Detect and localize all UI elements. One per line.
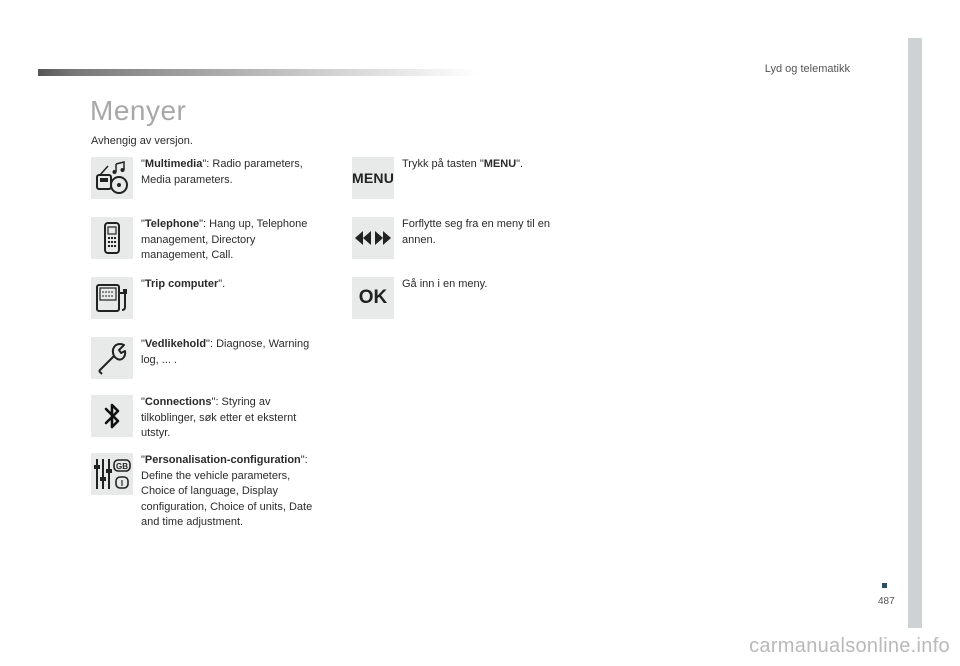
bluetooth-icon xyxy=(91,395,133,437)
menu-item-text: "Trip computer". xyxy=(141,278,226,290)
menu-item-name: Telephone xyxy=(144,218,200,230)
page-number: 487 xyxy=(878,596,895,607)
page-title: Menyer xyxy=(90,95,187,126)
menu-item-personalisation xyxy=(91,453,323,531)
menu-item-text: "Multimedia": Radio parameters, Media parameters. xyxy=(141,158,303,186)
menu-item-description: . xyxy=(222,278,226,290)
page-subtitle: Avhengig av versjon. xyxy=(91,135,193,147)
menu-item-name: Trip computer xyxy=(144,278,219,290)
control-ok xyxy=(352,277,562,319)
menu-item-telephone xyxy=(91,217,323,264)
menu-item-text: "Telephone": Hang up, Telephone management, Directory management, Call. xyxy=(141,218,308,261)
arrows-icon xyxy=(352,217,394,259)
ok-button-icon xyxy=(352,277,394,319)
control-arrows xyxy=(352,217,562,259)
control-key-name: MENU xyxy=(483,158,517,170)
control-menu xyxy=(352,157,562,199)
menu-item-description: : Styring av tilkoblinger, søk etter et eksternt utstyr. xyxy=(141,396,297,439)
menu-item-vedlikehold xyxy=(91,337,323,379)
side-tab xyxy=(908,38,922,628)
menu-button-icon xyxy=(352,157,394,199)
menu-item-text: "Personalisation-configuration": Define the vehicle parameters, Choice of language, Display configuration, Choice of units, Date and time adjustment. xyxy=(141,454,313,528)
menu-item-connections xyxy=(91,395,323,442)
menu-item-description: : Radio parameters, Media parameters. xyxy=(141,158,303,186)
menu-item-description: : Define the vehicle parameters, Choice of language, Display configuration, Choice of units, Date and time adjustment. xyxy=(141,454,313,528)
header-gradient-bar xyxy=(38,69,478,76)
page-marker xyxy=(882,583,887,588)
control-text-after: ". xyxy=(516,158,524,170)
settings-sliders-icon xyxy=(91,453,133,495)
section-title: Lyd og telematikk xyxy=(764,63,850,75)
watermark: carmanualsonline.info xyxy=(749,635,950,657)
menu-item-name: Vedlikehold xyxy=(144,338,207,350)
language-i-label: I xyxy=(120,479,124,488)
telephone-icon xyxy=(91,217,133,259)
multimedia-icon xyxy=(91,157,133,199)
menu-item-name: Connections xyxy=(144,396,212,408)
control-text xyxy=(402,157,562,173)
menu-item-trip-computer xyxy=(91,277,323,319)
wrench-icon xyxy=(91,337,133,379)
trip-computer-icon xyxy=(91,277,133,319)
menu-item-description: : Diagnose, Warning log, ... . xyxy=(141,338,310,366)
menu-item-text: "Vedlikehold": Diagnose, Warning log, ... . xyxy=(141,338,310,366)
menu-item-text: "Connections": Styring av tilkoblinger, søk etter et eksternt utstyr. xyxy=(141,396,297,439)
menu-item-multimedia xyxy=(91,157,323,199)
menu-item-name: Personalisation-configuration xyxy=(144,454,301,466)
menu-item-description: : Hang up, Telephone management, Directory management, Call. xyxy=(141,218,308,261)
control-text-before: Trykk på tasten " xyxy=(402,158,484,170)
menu-item-name: Multimedia xyxy=(144,158,203,170)
control-text: Forflytte seg fra en meny til en annen. xyxy=(402,218,550,246)
control-text: Gå inn i en meny. xyxy=(402,278,488,290)
menu-key-label: MENU xyxy=(351,170,395,186)
ok-key-label: OK xyxy=(358,287,388,308)
language-gb-label: GB xyxy=(116,462,128,471)
